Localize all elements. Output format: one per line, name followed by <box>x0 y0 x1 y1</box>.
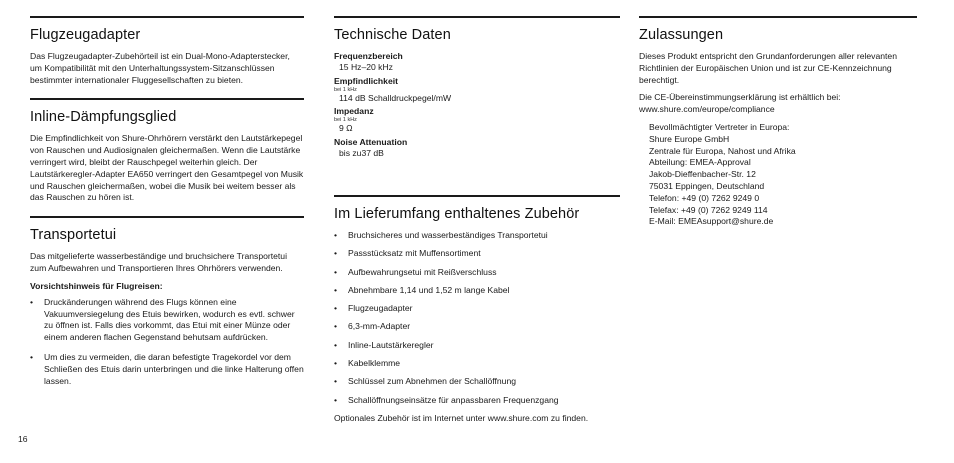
bullet-icon: • <box>334 284 338 295</box>
column-right <box>639 16 917 228</box>
list-item-text: Flugzeugadapter <box>348 303 413 314</box>
spec-value: 15 Hz–20 kHz <box>339 62 393 72</box>
list-item-text: Inline-Lautstärkeregler <box>348 339 434 350</box>
warning-title: Vorsichtshinweis für Flugreisen: <box>30 280 163 291</box>
spec-label: Empfindlichkeit <box>334 75 398 86</box>
spec-value: 9 Ω <box>339 123 353 133</box>
bullet-icon: • <box>334 230 338 240</box>
address-line: Telefon: +49 (0) 7262 9249 0 <box>649 192 760 203</box>
list-item <box>334 267 620 279</box>
section-zulassungen <box>639 16 917 228</box>
accessory-list <box>334 230 620 406</box>
list-item <box>334 248 620 260</box>
bullet-icon: • <box>334 376 338 387</box>
bullet-icon: • <box>30 351 34 362</box>
spec-value: 114 dB Schalldruckpegel/mW <box>339 92 452 103</box>
section-divider <box>334 16 620 18</box>
list-item-text: Kabelklemme <box>348 358 401 369</box>
page-number: 16 <box>18 434 28 444</box>
section-body: Das Flugzeugadapter-Zubehörteil ist ein Dual-Mono-Adapterstecker, um Kompatibilität mit den Unterhaltungssystem-Sitzanschlüssen bestimmter internationaler Fluggesellschaften zu bieten. <box>30 51 290 85</box>
bullet-icon: • <box>30 296 34 307</box>
address-line: 75031 Eppingen, Deutschland <box>649 180 765 191</box>
section-lieferumfang <box>334 195 620 425</box>
spec-label: Frequenzbereich <box>334 51 403 61</box>
list-item-text: Aufbewahrungsetui mit Reißverschluss <box>348 266 497 277</box>
section-title: Technische Daten <box>334 27 451 43</box>
section-divider <box>30 216 304 218</box>
section-technische-daten <box>334 16 620 159</box>
section-divider <box>334 195 620 197</box>
column-left <box>30 16 304 395</box>
address-line: Shure Europe GmbH <box>649 133 730 144</box>
list-item-text: Abnehmbare 1,14 und 1,52 m lange Kabel <box>348 284 510 295</box>
bullet-icon: • <box>334 321 338 332</box>
list-item <box>334 285 620 297</box>
address-line: Abteilung: EMEA-Approval <box>649 157 751 168</box>
bullet-icon: • <box>334 358 338 369</box>
section-title: Flugzeugadapter <box>30 27 141 43</box>
address-line: E-Mail: EMEAsupport@shure.de <box>649 216 774 227</box>
section-divider <box>639 16 917 18</box>
section-title: Zulassungen <box>639 27 724 43</box>
spec-item-frequenzbereich <box>334 51 620 74</box>
section-title: Inline-Dämpfungsglied <box>30 109 177 126</box>
bullet-icon: • <box>334 303 338 314</box>
spec-label: Noise Attenuation <box>334 136 408 147</box>
list-item <box>334 376 620 388</box>
section-flugzeugadapter <box>30 16 304 86</box>
list-item-text: Um dies zu vermeiden, die daran befestigte Tragekordel vor dem Schließen des Etuis darin unterbringen und die linke Halterung offen lassen. <box>44 351 304 386</box>
spec-condition: bei 1 kHz <box>334 86 357 93</box>
section-title: Im Lieferumfang enthaltenes Zubehör <box>334 206 580 222</box>
list-item-text: 6,3-mm-Adapter <box>348 321 411 332</box>
list-item <box>30 297 304 344</box>
address-line: Zentrale für Europa, Nahost und Afrika <box>649 145 796 156</box>
bullet-icon: • <box>334 266 338 277</box>
list-item-text: Passstücksatz mit Muffensortiment <box>348 248 481 259</box>
list-item <box>334 395 620 407</box>
section-body: Die Empfindlichkeit von Shure-Ohrhörern verstärkt den Lautstärkepegel von Rauschen und Audiosignalen gleichermaßen. Wenn die Lautstärke verringert wird, bleibt der Rauschpegel weiterhin gleich. Der Lautstärkeregler-Adapter EA650 verringert den Gesamtpegel von Musik und Rauschen gleichermaßen, wobei die Musik bei weitem besser als das Rauschen zu hören ist. <box>30 133 304 203</box>
list-item <box>334 230 620 242</box>
warning-list <box>30 297 304 388</box>
list-item <box>334 340 620 352</box>
section-title: Transportetui <box>30 227 117 244</box>
section-divider <box>30 98 304 100</box>
list-item <box>334 321 620 333</box>
address-line: Jakob-Dieffenbacher-Str. 12 <box>649 169 756 180</box>
list-item-text: Druckänderungen während des Flugs können eine Vakuumversiegelung des Etuis bewirken, wodurch es evtl. schwer zu öffnen ist. Falls dies vorkommt, das Etui mit einer Münze oder einem anderen flachen Gegenstand behutsam aufdrücken. <box>44 296 295 343</box>
list-item <box>334 358 620 370</box>
address-line: Bevollmächtigter Vertreter in Europa: <box>649 121 790 132</box>
spec-item-noise-attenuation <box>334 137 620 160</box>
list-item <box>334 303 620 315</box>
list-item <box>30 352 304 387</box>
section-divider <box>30 16 304 18</box>
spec-list <box>334 51 620 159</box>
compliance-note: Die CE-Übereinstimmungserklärung ist erhältlich bei: www.shure.com/europe/compliance <box>639 92 841 115</box>
spec-item-impedanz <box>334 106 620 135</box>
spec-item-empfindlichkeit <box>334 76 620 105</box>
list-item-text: Bruchsicheres und wasserbeständiges Transportetui <box>348 230 548 240</box>
bullet-icon: • <box>334 339 338 350</box>
optional-accessories-note: Optionales Zubehör ist im Internet unter www.shure.com zu finden. <box>334 412 589 423</box>
list-item-text: Schlüssel zum Abnehmen der Schallöffnung <box>348 376 517 387</box>
list-item-text: Schallöffnungseinsätze für anpassbaren Frequenzgang <box>348 394 559 405</box>
spec-condition: bei 1 kHz <box>334 117 357 123</box>
column-middle <box>334 16 620 431</box>
address-line: Telefax: +49 (0) 7262 9249 114 <box>649 204 768 215</box>
spec-value: bis zu37 dB <box>339 147 384 158</box>
section-transportetui <box>30 216 304 387</box>
bullet-icon: • <box>334 248 338 259</box>
section-inline-daempfungsglied <box>30 98 304 204</box>
section-body: Das mitgelieferte wasserbeständige und bruchsichere Transportetui zum Aufbewahren und Transportieren Ihres Ohrhörers verwenden. <box>30 251 287 273</box>
bullet-icon: • <box>334 394 338 405</box>
spec-label: Impedanz <box>334 106 374 116</box>
representative-address <box>639 122 917 228</box>
section-body: Dieses Produkt entspricht den Grundanforderungen aller relevanten Richtlinien der Europäischen Union und ist zur CE-Kennzeichnung berechtigt. <box>639 51 897 85</box>
